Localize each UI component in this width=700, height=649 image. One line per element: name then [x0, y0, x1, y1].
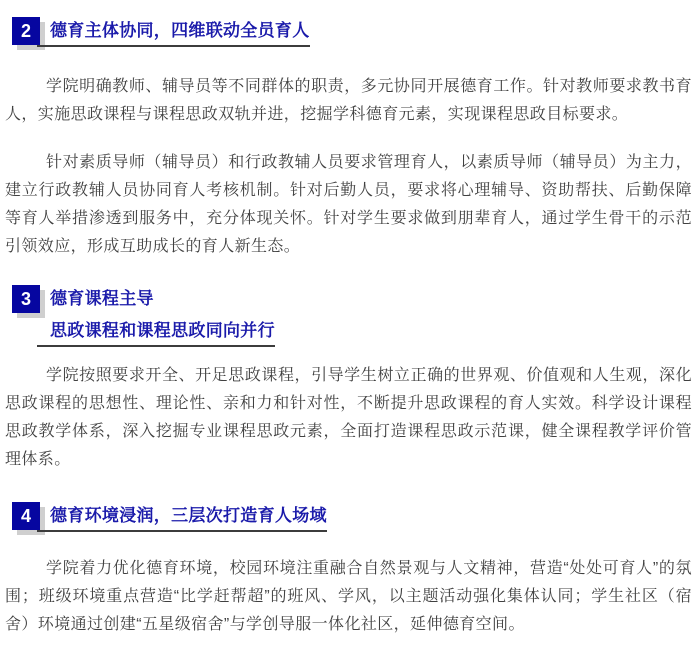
section-3-paragraph-1: 学院按照要求开全、开足思政课程，引导学生树立正确的世界观、价值观和人生观，深化思政课程的思想性、理论性、亲和力和针对性，不断提升思政课程的育人实效。科学设计课程思政教学体系，深入挖掘专业课程思政元素，全面打造课程思政示范课，健全课程教学评价管理体系。	[5, 367, 692, 468]
section-2-title: 德育主体协同，四维联动全员育人	[37, 18, 310, 47]
section-4-paragraph-1: 学院着力优化德育环境，校园环境注重融合自然景观与人文精神，营造“处处可育人”的氛围；班级环境重点营造“比学赶帮超”的班风、学风，以主题活动强化集体认同；学生社区（宿舍）环境通过创建“五星级宿舍”与学创导服一体化社区，延伸德育空间。	[5, 560, 692, 633]
section-4-header	[12, 502, 694, 532]
section-2-paragraph-1: 学院明确教师、辅导员等不同群体的职责，多元协同开展德育工作。针对教师要求教书育人，实施思政课程与课程思政双轨并进，挖掘学科德育元素，实现课程思政目标要求。	[5, 78, 692, 123]
section-3-number: 3	[20, 288, 31, 309]
section-2	[4, 17, 694, 261]
section-3-title-line-1: 德育课程主导	[50, 289, 154, 308]
section-4-title: 德育环境浸润，三层次打造育人场域	[37, 503, 327, 532]
section-2-paragraph-2: 针对素质导师（辅导员）和行政教辅人员要求管理育人，以素质导师（辅导员）为主力，建立行政教辅人员协同育人考核机制。针对后勤人员，要求将心理辅导、资助帮扶、后勤保障等育人举措渗透到服务中，充分体现关怀。针对学生要求做到朋辈育人，通过学生骨干的示范引领效应，形成互助成长的育人新生态。	[5, 154, 692, 255]
section-2-number: 2	[20, 20, 31, 41]
section-4-number: 4	[20, 505, 31, 526]
section-3	[4, 285, 694, 474]
section-3-title-line-2: 思政课程和课程思政同向并行	[37, 318, 275, 347]
section-4-titles	[50, 502, 327, 532]
section-2-number-badge	[12, 17, 40, 45]
section-3-header	[12, 285, 694, 347]
section-3-titles	[50, 285, 275, 347]
section-2-header	[12, 17, 694, 47]
section-3-number-badge	[12, 285, 40, 313]
section-4-number-badge	[12, 502, 40, 530]
section-2-titles	[50, 17, 310, 47]
section-4	[4, 502, 694, 639]
